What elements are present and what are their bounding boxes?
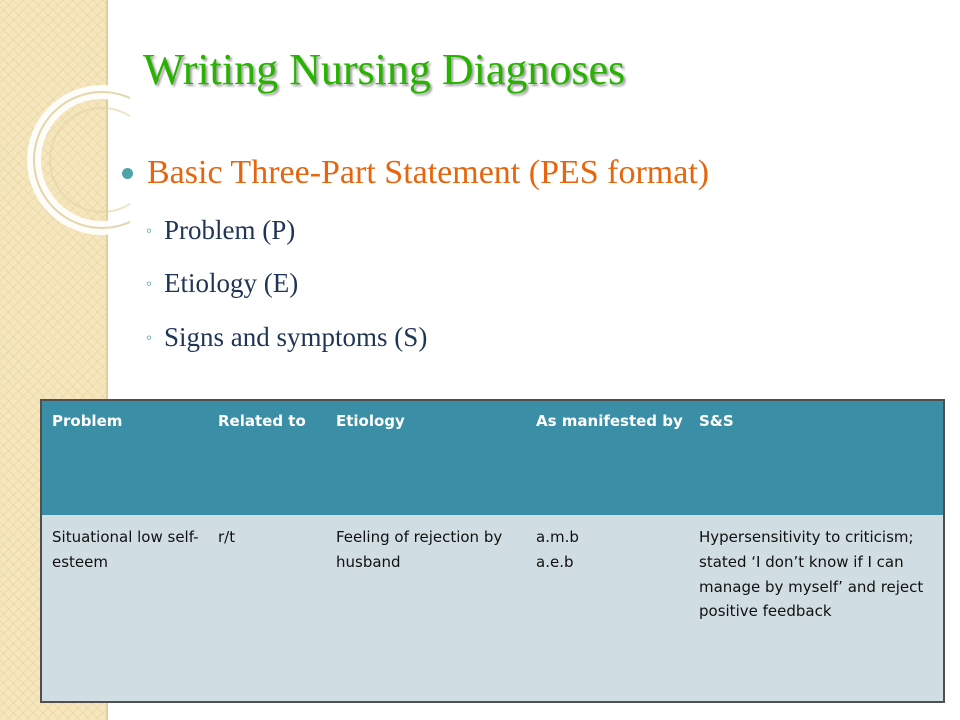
bullet-dot-icon	[122, 168, 133, 179]
sub-bullet-text: Signs and symptoms (S)	[164, 322, 428, 352]
cell-related-to: r/t	[208, 515, 326, 702]
pes-table	[40, 399, 945, 703]
header-as-manifested-by: As manifested by	[526, 400, 689, 515]
sub-bullet-problem	[146, 215, 295, 246]
header-problem: Problem	[41, 400, 208, 515]
sub-bullet-signs	[146, 322, 427, 353]
table-header-row	[41, 400, 944, 515]
cell-problem: Situational low self-esteem	[41, 515, 208, 702]
cell-signs-symptoms: Hypersensitivity to criticism; stated ‘I don’t know if I can manage by myself’ and reject positive feedback	[689, 515, 944, 702]
main-bullet-text: Basic Three-Part Statement (PES format)	[147, 154, 710, 191]
header-related-to: Related to	[208, 400, 326, 515]
circle-bullet-icon: ◦	[146, 220, 153, 240]
sub-bullet-etiology	[146, 268, 298, 299]
header-signs-symptoms: S&S	[689, 400, 944, 515]
circle-bullet-icon: ◦	[146, 273, 153, 293]
decorative-rings-icon	[0, 0, 130, 260]
manifested-line-2: a.e.b	[536, 552, 574, 571]
manifested-line-1: a.m.b	[536, 528, 579, 546]
sub-bullet-text: Etiology (E)	[164, 268, 299, 298]
header-etiology: Etiology	[326, 400, 526, 515]
main-bullet	[122, 154, 709, 192]
circle-bullet-icon: ◦	[146, 327, 153, 347]
cell-etiology: Feeling of rejection by husband	[326, 515, 526, 702]
slide-title: Writing Nursing Diagnoses	[143, 45, 626, 94]
cell-as-manifested-by	[526, 515, 689, 702]
table-row	[41, 515, 944, 702]
sub-bullet-text: Problem (P)	[164, 215, 296, 245]
